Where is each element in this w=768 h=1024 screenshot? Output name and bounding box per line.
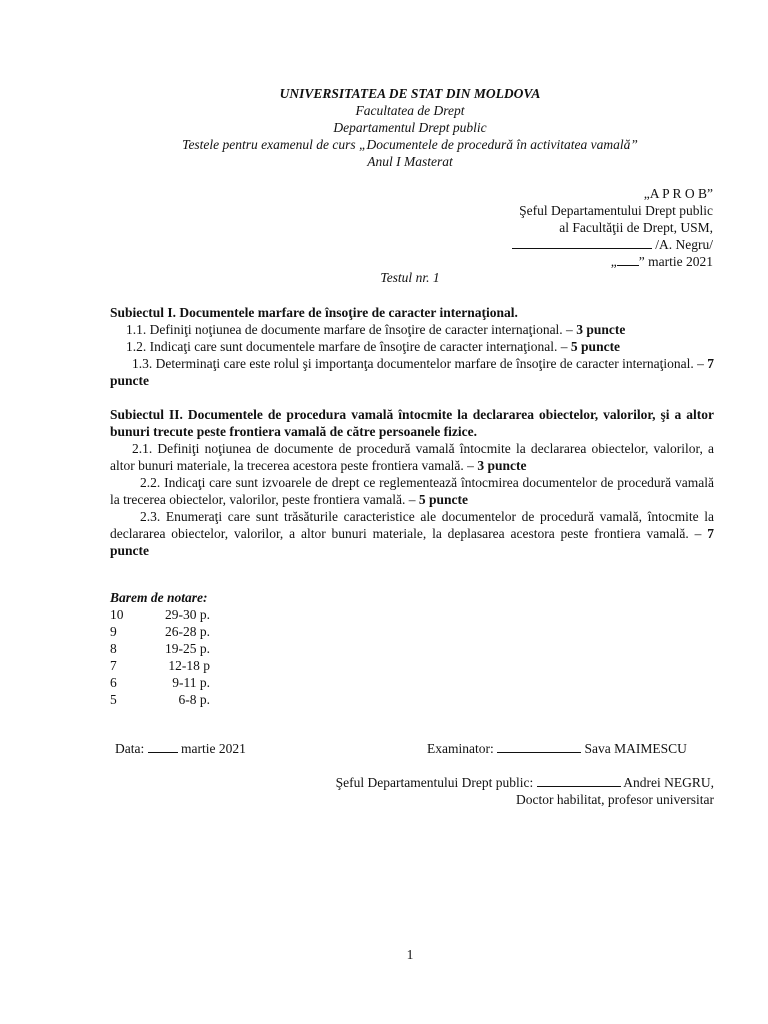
approval-title: „A P R O B” — [643, 186, 713, 201]
grading-row — [110, 623, 210, 640]
question-text: 2.2. Indicaţi care sunt izvoarele de drept ce reglementează întocmirea documentelor de procedură vamală la trecerea obiectelor, valorilor, peste frontiera vamală. – — [110, 475, 714, 507]
test-title: Testul nr. 1 — [380, 270, 440, 285]
head-signature-block — [336, 774, 714, 808]
page-number: 1 — [406, 947, 414, 962]
date-examiner-line — [115, 740, 715, 757]
document-header — [0, 85, 768, 170]
subject-1-title: Subiectul I. Documentele marfare de însoţire de caracter internaţional. — [110, 305, 518, 320]
question-points: 5 puncte — [418, 492, 469, 507]
grade: 10 — [110, 607, 124, 622]
question-1-1 — [110, 321, 714, 338]
grade: 8 — [110, 641, 117, 656]
question-points: 7 puncte — [110, 356, 714, 388]
date-label: Data: — [115, 741, 148, 756]
head-signature-line — [336, 774, 714, 791]
question-points: 5 puncte — [570, 339, 621, 354]
tests-title: Testele pentru examenul de curs „Documentele de procedură în activitatea vamală” — [182, 137, 638, 152]
grade: 9 — [110, 624, 117, 639]
question-1-2 — [110, 338, 714, 355]
signature-blank — [512, 236, 652, 249]
examiner-label: Examinator: — [427, 741, 498, 756]
grade: 6 — [110, 675, 117, 690]
grading-row — [110, 691, 210, 708]
question-points: 7 puncte — [110, 526, 714, 558]
subject-2-title: Subiectul II. Documentele de procedura vamală întocmite la declararea obiectelor, valorilor, şi a altor bunuri trecute peste frontiera vamală de către persoanele fizice. — [110, 407, 714, 439]
points-range: 9-11 p. — [172, 675, 210, 690]
grading-row — [110, 674, 210, 691]
head-title: Doctor habilitat, profesor universitar — [516, 792, 714, 807]
date-field — [115, 741, 246, 756]
approval-block — [512, 185, 713, 270]
question-text: 1.3. Determinaţi care este rolul şi importanţa documentelor marfare de însoţire de caracter internaţional. – — [132, 356, 708, 371]
approval-date-line — [512, 253, 713, 270]
department-name: Departamentul Drept public — [333, 120, 487, 135]
points-range: 12-18 p — [168, 658, 210, 673]
faculty-name: Facultatea de Drept — [355, 103, 465, 118]
day-blank — [617, 253, 639, 266]
subject-2 — [110, 406, 714, 559]
examiner-signature-blank — [497, 740, 581, 753]
university-name: UNIVERSITATEA DE STAT DIN MOLDOVA — [279, 86, 541, 101]
date-suffix: martie 2021 — [177, 741, 246, 756]
points-range: 19-25 p. — [165, 641, 210, 656]
grading-row — [110, 640, 210, 657]
question-points: 3 puncte — [576, 322, 626, 337]
question-text: 2.1. Definiţi noţiunea de documente de procedură vamală întocmite la declararea obiectelor, valorilor, a altor bunuri materiale, la trecerea acestora peste frontiera vamală. – — [110, 441, 714, 473]
date-open-quote: „ — [610, 254, 617, 269]
question-1-3 — [110, 355, 714, 389]
points-range: 6-8 p. — [178, 692, 210, 707]
grading-scale — [110, 589, 210, 708]
approval-date-suffix: ” martie 2021 — [638, 254, 713, 269]
points-range: 26-28 p. — [165, 624, 210, 639]
approval-line-1: Şeful Departamentului Drept public — [519, 203, 713, 218]
grading-scale-title: Barem de notare: — [110, 590, 208, 605]
grade: 5 — [110, 692, 117, 707]
approval-line-2: al Facultăţii de Drept, USM, — [559, 220, 713, 235]
head-label: Şeful Departamentului Drept public: — [335, 775, 537, 790]
examiner-name: Sava MAIMESCU — [581, 741, 687, 756]
study-year: Anul I Masterat — [367, 154, 453, 169]
date-blank — [148, 740, 178, 753]
question-2-2 — [110, 474, 714, 508]
question-2-1 — [110, 440, 714, 474]
examiner-field — [427, 740, 687, 757]
points-range: 29-30 p. — [165, 607, 210, 622]
grade: 7 — [110, 658, 117, 673]
subject-1 — [110, 304, 714, 389]
approval-signature-line — [512, 236, 713, 253]
head-signature-blank — [537, 774, 621, 787]
question-points: 3 puncte — [477, 458, 527, 473]
grading-row — [110, 606, 210, 623]
approver-name: /A. Negru/ — [651, 237, 713, 252]
question-text: 1.2. Indicaţi care sunt documentele marfare de însoţire de caracter internaţional. – — [126, 339, 571, 354]
question-text: 1.1. Definiţi noţiunea de documente marfare de însoţire de caracter internaţional. – — [126, 322, 577, 337]
grading-row — [110, 657, 210, 674]
question-text: 2.3. Enumeraţi care sunt trăsăturile caracteristice ale documentelor de procedură vamală, întocmite la declararea obiectelor, valorilor, a altor bunuri materiale, la deplasarea acestora peste frontiera vamală. – — [110, 509, 714, 541]
head-name: Andrei NEGRU, — [620, 775, 714, 790]
question-2-3 — [110, 508, 714, 559]
